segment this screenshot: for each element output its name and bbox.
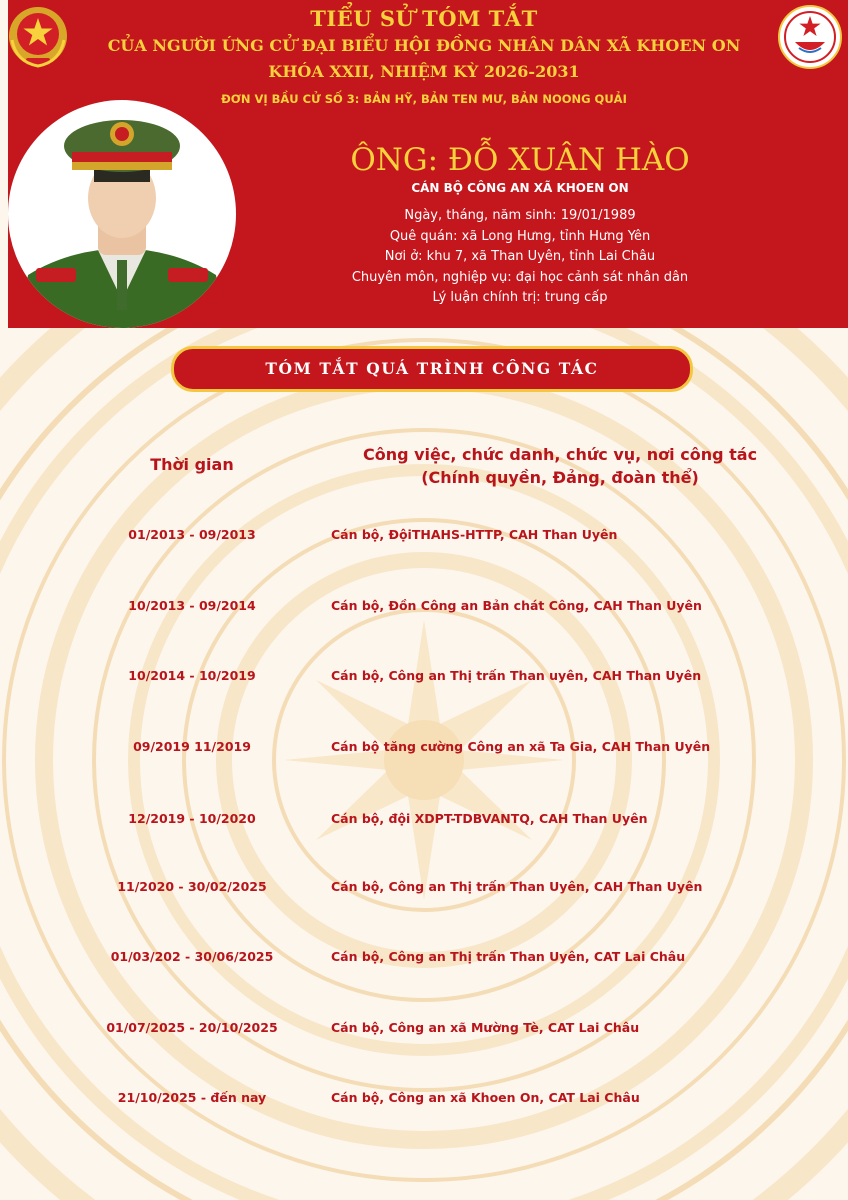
candidate-details bbox=[250, 206, 790, 309]
row-time: 11/2020 - 30/02/2025 bbox=[117, 879, 267, 894]
table-row bbox=[0, 1020, 848, 1042]
table-row bbox=[0, 879, 848, 901]
row-time: 21/10/2025 - đến nay bbox=[117, 1090, 267, 1105]
document-subtitle: CỦA NGƯỜI ỨNG CỬ ĐẠI BIỂU HỘI ĐỒNG NHÂN DÂN XÃ KHOEN ON bbox=[107, 36, 741, 55]
document-title: TIỂU SỬ TÓM TẮT bbox=[310, 6, 538, 31]
residence: Nơi ở: khu 7, xã Than Uyên, tỉnh Lai Châu bbox=[384, 249, 656, 264]
row-job: Cán bộ, Đồn Công an Bản chát Công, CAH Than Uyên bbox=[331, 598, 702, 613]
row-time: 01/2013 - 09/2013 bbox=[128, 527, 256, 542]
candidate-name: ÔNG: ĐỖ XUÂN HÀO bbox=[350, 142, 690, 178]
table-row bbox=[0, 668, 848, 690]
table-row bbox=[0, 739, 848, 761]
row-job: Cán bộ, Công an xã Khoen On, CAT Lai Châu bbox=[331, 1090, 640, 1105]
hometown: Quê quán: xã Long Hưng, tỉnh Hưng Yên bbox=[389, 228, 651, 244]
row-job: Cán bộ, Công an Thị trấn Than Uyên, CAT Lai Châu bbox=[331, 949, 686, 964]
row-time: 01/07/2025 - 20/10/2025 bbox=[106, 1020, 278, 1035]
column-header-time: Thời gian bbox=[150, 455, 234, 474]
row-job: Cán bộ, Công an Thị trấn Than Uyên, CAH Than Uyên bbox=[331, 879, 703, 894]
row-time: 12/2019 - 10/2020 bbox=[128, 811, 256, 826]
row-job: Cán bộ, Công an Thị trấn Than uyên, CAH Than Uyên bbox=[331, 668, 702, 683]
column-header-job-line1: Công việc, chức danh, chức vụ, nơi công tác bbox=[362, 445, 758, 464]
term-label: KHÓA XXII, NHIỆM KỲ 2026-2031 bbox=[268, 62, 580, 81]
row-time: 10/2014 - 10/2019 bbox=[128, 668, 256, 683]
table-row bbox=[0, 949, 848, 971]
row-job: Cán bộ, đội XDPT-TDBVANTQ, CAH Than Uyên bbox=[331, 811, 648, 826]
column-header-job-line2: (Chính quyền, Đảng, đoàn thể) bbox=[421, 468, 699, 487]
birth-date: Ngày, tháng, năm sinh: 19/01/1989 bbox=[404, 208, 636, 223]
column-header-job bbox=[330, 443, 790, 489]
table-row bbox=[0, 811, 848, 833]
section-title: TÓM TẮT QUÁ TRÌNH CÔNG TÁC bbox=[171, 346, 693, 392]
row-time: 09/2019 11/2019 bbox=[133, 739, 251, 754]
table-row bbox=[0, 527, 848, 549]
professional-qualification: Chuyên môn, nghiệp vụ: đại học cảnh sát nhân dân bbox=[351, 269, 689, 285]
row-job: Cán bộ, ĐộiTHAHS-HTTP, CAH Than Uyên bbox=[331, 527, 618, 542]
constituency-label: ĐƠN VỊ BẦU CỬ SỐ 3: BẢN HỸ, BẢN TEN MƯ, BẢN NOONG QUẢI bbox=[221, 92, 627, 106]
row-time: 01/03/202 - 30/06/2025 bbox=[110, 949, 274, 964]
row-time: 10/2013 - 09/2014 bbox=[128, 598, 256, 613]
table-row bbox=[0, 598, 848, 620]
row-job: Cán bộ, Công an xã Mường Tè, CAT Lai Châu bbox=[331, 1020, 640, 1035]
candidate-position: CÁN BỘ CÔNG AN XÃ KHOEN ON bbox=[411, 181, 629, 195]
candidate-portrait bbox=[8, 100, 236, 328]
political-theory: Lý luận chính trị: trung cấp bbox=[432, 290, 608, 305]
row-job: Cán bộ tăng cường Công an xã Ta Gia, CAH Than Uyên bbox=[331, 739, 711, 754]
table-row bbox=[0, 1090, 848, 1112]
